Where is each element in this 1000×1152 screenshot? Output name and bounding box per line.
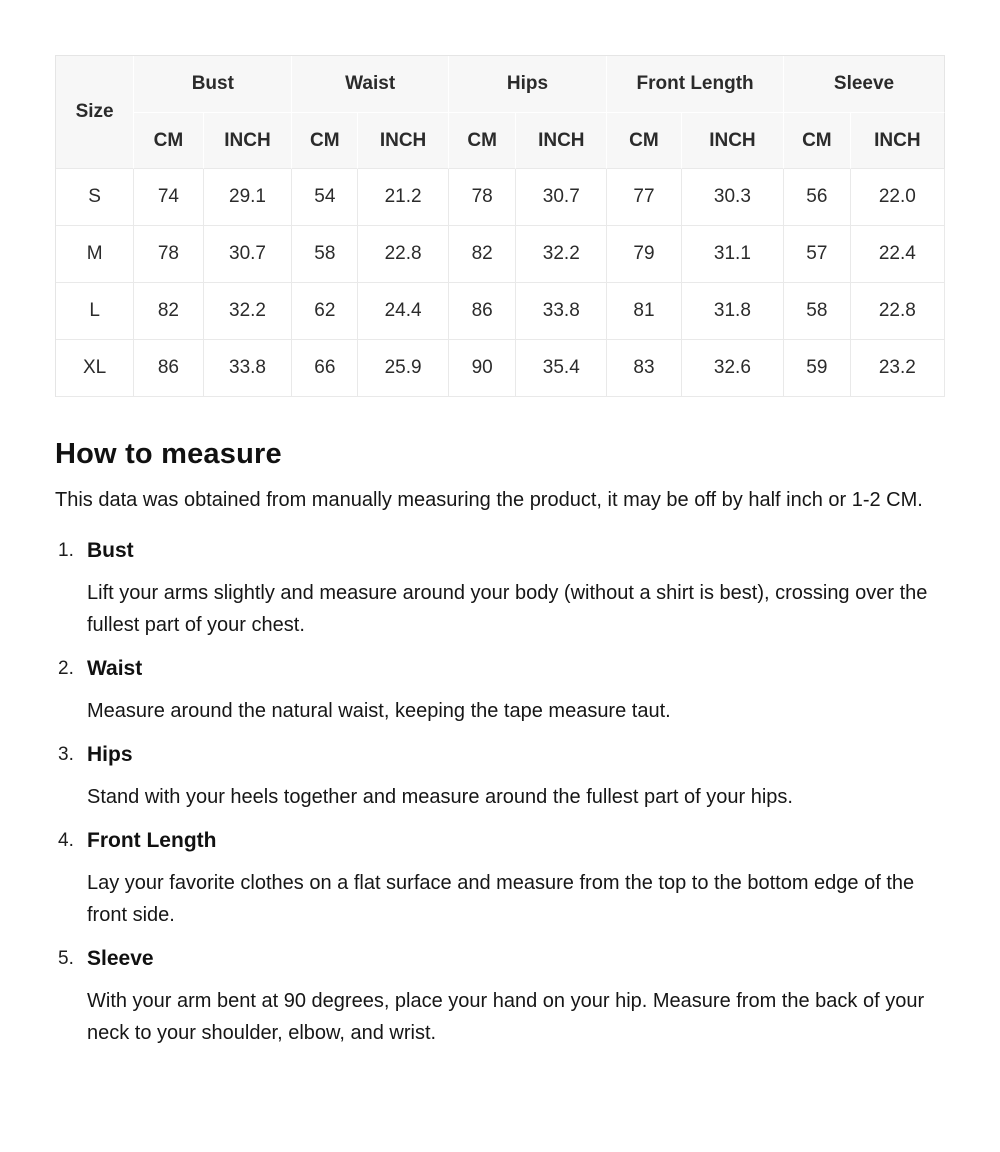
front-length-group-header: Front Length [607, 56, 784, 113]
measurement-value: 25.9 [358, 340, 449, 397]
table-row-l [56, 283, 945, 340]
step-content [87, 655, 945, 741]
measure-steps-list [55, 537, 945, 1063]
size-column-header: Size [56, 56, 134, 169]
size-value: XL [56, 340, 134, 397]
list-item-hips [55, 741, 945, 827]
measurement-value: 74 [134, 169, 203, 226]
step-title: Bust [87, 539, 134, 562]
section-title: How to measure [55, 438, 282, 470]
measurement-value: 77 [607, 169, 682, 226]
measurement-value: 90 [449, 340, 517, 397]
waist-cm-header: CM [292, 113, 358, 169]
step-title: Hips [87, 743, 133, 766]
measurement-value: 21.2 [358, 169, 449, 226]
step-description: Lay your favorite clothes on a flat surface and measure from the top to the bottom edge of the front side. [87, 872, 915, 926]
step-content [87, 945, 945, 1063]
waist-inch-header: INCH [358, 113, 449, 169]
measurement-value: 32.2 [516, 226, 607, 283]
step-number: 3. [58, 744, 74, 765]
measurement-value: 30.7 [204, 226, 293, 283]
front-length-inch-header: INCH [682, 113, 784, 169]
measurement-value: 33.8 [204, 340, 293, 397]
step-description: Stand with your heels together and measure around the fullest part of your hips. [87, 786, 793, 808]
measurement-value: 56 [784, 169, 851, 226]
hips-cm-header: CM [449, 113, 517, 169]
step-title: Front Length [87, 829, 217, 852]
list-item-front-length [55, 827, 945, 945]
measurement-value: 83 [607, 340, 682, 397]
measurement-value: 82 [449, 226, 517, 283]
step-description: With your arm bent at 90 degrees, place your hand on your hip. Measure from the back of your neck to your shoulder, elbow, and wrist. [87, 990, 925, 1044]
measurement-value: 35.4 [516, 340, 607, 397]
measurement-value: 22.4 [851, 226, 945, 283]
measurement-value: 33.8 [516, 283, 607, 340]
measurement-value: 31.8 [682, 283, 784, 340]
measurement-value: 86 [134, 340, 203, 397]
size-value: S [56, 169, 134, 226]
table-row-m [56, 226, 945, 283]
measurement-value: 58 [292, 226, 358, 283]
measure-disclaimer-text: This data was obtained from manually measuring the product, it may be off by half inch or 1-2 CM. [55, 489, 923, 511]
bust-group-header: Bust [134, 56, 292, 113]
sleeve-inch-header: INCH [851, 113, 945, 169]
sleeve-group-header: Sleeve [784, 56, 945, 113]
list-item-bust [55, 537, 945, 655]
bust-cm-header: CM [134, 113, 203, 169]
measurement-value: 81 [607, 283, 682, 340]
step-content [87, 827, 945, 945]
step-number: 5. [58, 948, 74, 969]
size-chart-table [55, 55, 945, 397]
measurement-value: 29.1 [204, 169, 293, 226]
step-description: Lift your arms slightly and measure around your body (without a shirt is best), crossing over the fullest part of your chest. [87, 582, 928, 636]
step-content [87, 741, 945, 827]
table-row-s [56, 169, 945, 226]
hips-inch-header: INCH [516, 113, 607, 169]
measurement-value: 32.6 [682, 340, 784, 397]
measurement-value: 32.2 [204, 283, 293, 340]
measurement-value: 54 [292, 169, 358, 226]
step-content [87, 537, 945, 655]
size-value: L [56, 283, 134, 340]
sleeve-cm-header: CM [784, 113, 851, 169]
step-number: 2. [58, 658, 74, 679]
how-to-measure-section [55, 438, 945, 1063]
measurement-value: 86 [449, 283, 517, 340]
waist-group-header: Waist [292, 56, 448, 113]
measurement-value: 22.8 [851, 283, 945, 340]
step-number: 1. [58, 540, 74, 561]
size-chart-header [56, 56, 945, 169]
measurement-value: 30.7 [516, 169, 607, 226]
measurement-value: 79 [607, 226, 682, 283]
step-description: Measure around the natural waist, keeping the tape measure taut. [87, 700, 671, 722]
size-value: M [56, 226, 134, 283]
measurement-value: 59 [784, 340, 851, 397]
measurement-value: 23.2 [851, 340, 945, 397]
measurement-value: 24.4 [358, 283, 449, 340]
measurement-value: 78 [134, 226, 203, 283]
table-row-xl [56, 340, 945, 397]
step-title: Waist [87, 657, 143, 680]
hips-group-header: Hips [449, 56, 607, 113]
step-number: 4. [58, 830, 74, 851]
list-item-sleeve [55, 945, 945, 1063]
front-length-cm-header: CM [607, 113, 682, 169]
measurement-value: 57 [784, 226, 851, 283]
measurement-value: 78 [449, 169, 517, 226]
step-title: Sleeve [87, 947, 154, 970]
measurement-value: 82 [134, 283, 203, 340]
measurement-value: 58 [784, 283, 851, 340]
size-chart-body [56, 169, 945, 397]
list-item-waist [55, 655, 945, 741]
measurement-value: 30.3 [682, 169, 784, 226]
measurement-value: 62 [292, 283, 358, 340]
measurement-value: 22.0 [851, 169, 945, 226]
measurement-value: 22.8 [358, 226, 449, 283]
measurement-value: 31.1 [682, 226, 784, 283]
bust-inch-header: INCH [204, 113, 293, 169]
measurement-value: 66 [292, 340, 358, 397]
